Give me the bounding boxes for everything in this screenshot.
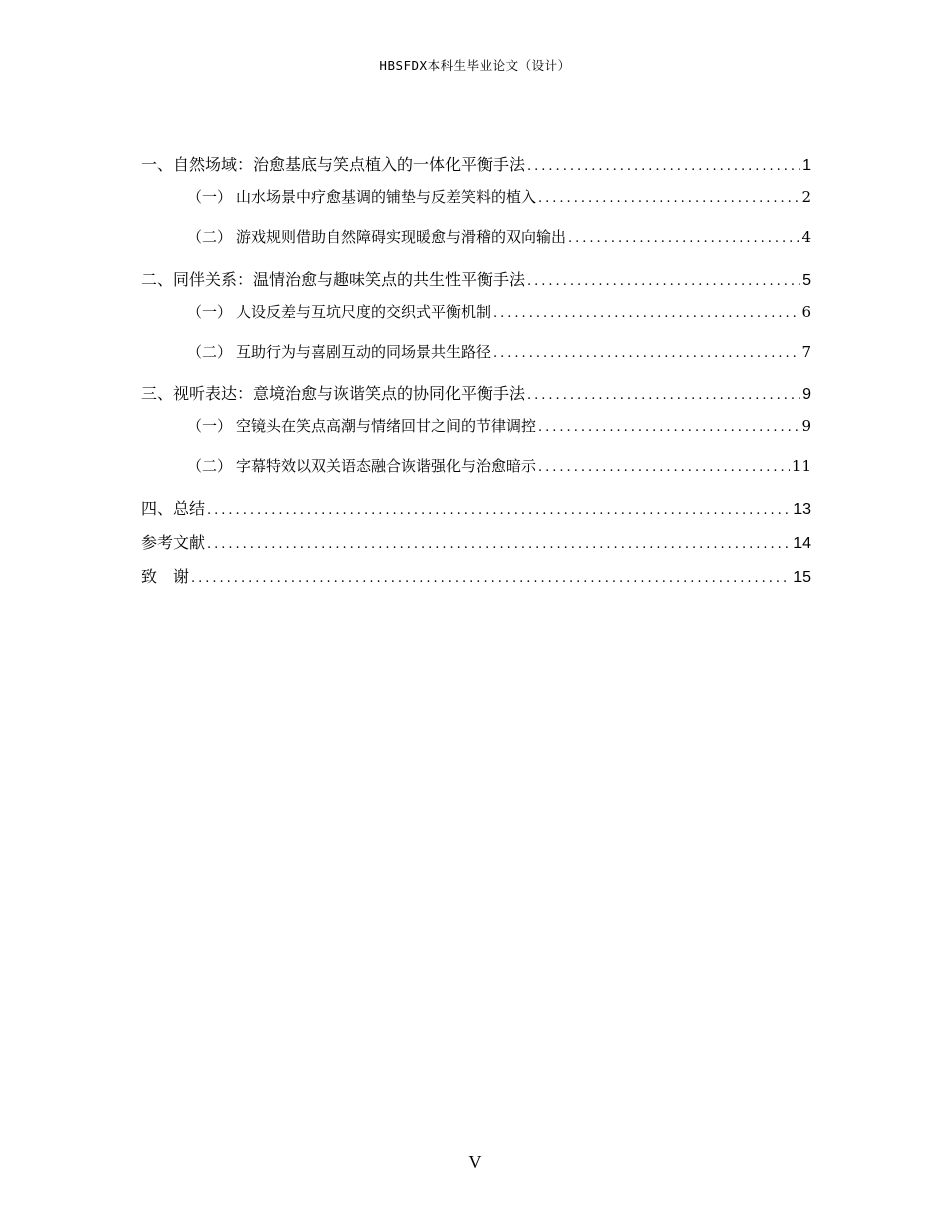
toc-entry-number: （二） [187,343,233,361]
toc-entry-number: 二、 [141,272,174,289]
toc-entry-title: 视听表达：意境治愈与诙谐笑点的协同化平衡手法 [173,386,526,403]
toc-leader-dots [493,306,799,321]
toc-entry-chapter-4[interactable] [141,496,811,519]
toc-entry-section-2-2[interactable] [141,341,811,362]
toc-entry-number: 四、 [141,501,174,518]
toc-entry-page: 5 [802,272,811,289]
toc-entry-title: 同伴关系：温情治愈与趣味笑点的共生性平衡手法 [173,272,526,289]
toc-leader-dots [568,231,799,246]
toc-entry-section-3-2[interactable] [141,455,811,476]
toc-entry-title: 空镜头在笑点高潮与情绪回甘之间的节律调控 [236,417,537,435]
toc-entry-section-1-1[interactable] [141,186,811,207]
toc-entry-number: （二） [187,228,233,246]
toc-entry-page: 15 [793,569,811,586]
toc-entry-number: （一） [187,303,233,321]
toc-entry-section-2-1[interactable] [141,301,811,322]
toc-leader-dots [493,346,799,361]
toc-entry-number: （一） [187,188,233,206]
toc-entry-number: 一、 [141,157,174,174]
toc-entry-page: 11 [791,457,811,475]
toc-entry-title: 字幕特效以双关语态融合诙谐强化与治愈暗示 [236,457,537,475]
toc-leader-dots [207,537,791,552]
toc-leader-dots [207,503,791,518]
toc-entry-title: 致 谢 [141,569,190,586]
page-number: V [468,1152,482,1172]
toc-entry-title: 自然场域：治愈基底与笑点植入的一体化平衡手法 [173,157,526,174]
toc-entry-section-3-1[interactable] [141,415,811,436]
toc-entry-number: （二） [187,457,233,475]
toc-entry-title: 互助行为与喜剧互动的同场景共生路径 [236,343,492,361]
toc-entry-page: 9 [801,417,811,435]
page-header: HBSFDX本科生毕业论文（设计） [379,58,571,73]
toc-entry-number: 三、 [141,386,174,403]
toc-entry-page: 7 [801,343,811,361]
toc-entry-page: 1 [802,157,811,174]
toc-entry-title: 人设反差与互坑尺度的交织式平衡机制 [236,303,492,321]
toc-leader-dots [527,388,800,403]
toc-entry-title: 参考文献 [141,535,206,552]
toc-entry-section-1-2[interactable] [141,226,811,247]
toc-entry-title: 游戏规则借助自然障碍实现暖愈与滑稽的双向输出 [236,228,567,246]
toc-leader-dots [538,420,799,435]
toc-leader-dots [191,571,791,586]
toc-leader-dots [527,159,800,174]
toc-entry-title: 总结 [173,501,206,518]
toc-entry-title: 山水场景中疗愈基调的铺垫与反差笑料的植入 [236,188,537,206]
toc-entry-page: 4 [801,228,811,246]
toc-entry-number: （一） [187,417,233,435]
toc-entry-page: 13 [793,501,811,518]
toc-entry-page: 6 [801,303,811,321]
toc-leader-dots [538,191,799,206]
toc-leader-dots [538,460,790,475]
toc-entry-chapter-3[interactable] [141,381,811,404]
toc-entry-page: 14 [793,535,811,552]
toc-entry-acknowledgements[interactable] [141,564,811,587]
toc-leader-dots [527,274,800,289]
toc-entry-page: 9 [802,386,811,403]
toc-entry-references[interactable] [141,530,811,553]
toc-entry-page: 2 [801,188,811,206]
toc-entry-chapter-1[interactable] [141,152,811,175]
toc-entry-chapter-2[interactable] [141,267,811,290]
